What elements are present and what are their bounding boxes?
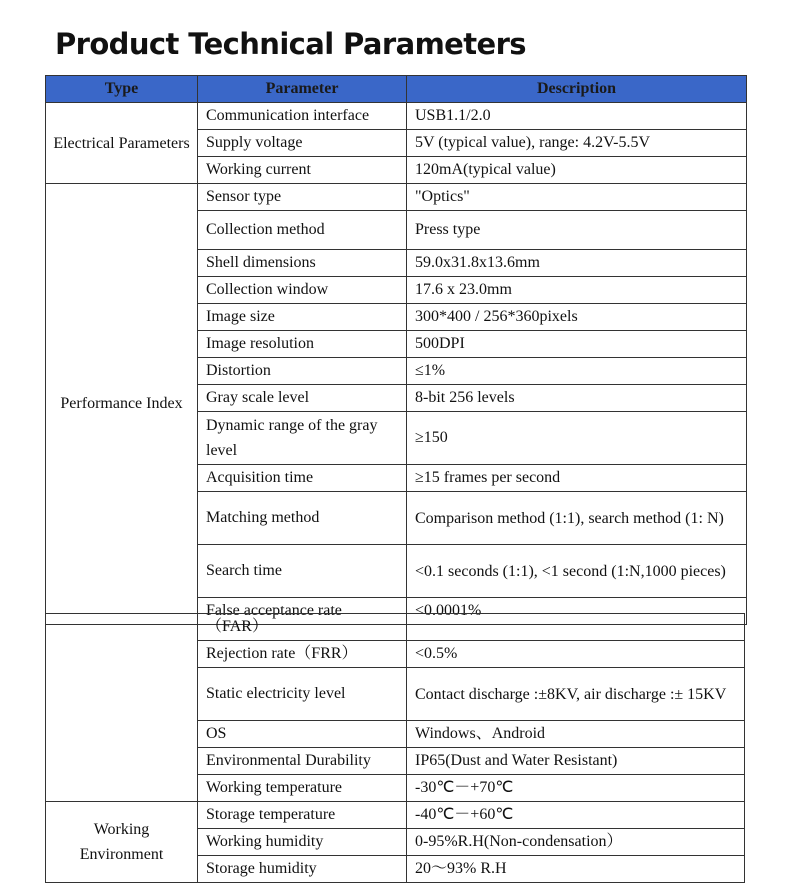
desc-cell: Windows、Android [407, 721, 745, 748]
param-cell: Search time [198, 545, 407, 598]
page-title: Product Technical Parameters [55, 27, 526, 61]
param-cell: Acquisition time [198, 465, 407, 492]
param-cell: False acceptance rate [198, 598, 407, 625]
table-row [46, 184, 747, 211]
table-row [46, 103, 747, 130]
param-cell: OS [198, 721, 407, 748]
parameters-table-continued [45, 613, 745, 883]
param-cell: Working temperature [198, 775, 407, 802]
param-cell: Shell dimensions [198, 250, 407, 277]
header-description: Description [407, 76, 747, 103]
desc-cell: Press type [407, 211, 747, 250]
desc-cell: 120mA(typical value) [407, 157, 747, 184]
param-cell: Working current [198, 157, 407, 184]
table-header-row [46, 76, 747, 103]
param-cell: Communication interface [198, 103, 407, 130]
table-row [46, 802, 745, 829]
desc-cell: 500DPI [407, 331, 747, 358]
desc-cell: 300*400 / 256*360pixels [407, 304, 747, 331]
param-cell: Supply voltage [198, 130, 407, 157]
desc-cell: IP65(Dust and Water Resistant) [407, 748, 745, 775]
param-cell: Environmental Durability [198, 748, 407, 775]
param-cell: Static electricity level [198, 668, 407, 721]
param-cell: Image size [198, 304, 407, 331]
desc-cell: 17.6 x 23.0mm [407, 277, 747, 304]
desc-cell: 8-bit 256 levels [407, 385, 747, 412]
desc-cell: Contact discharge :±8KV, air discharge :± 15KV [407, 668, 745, 721]
desc-cell: ≥150 [407, 412, 747, 465]
desc-cell: Comparison method (1:1), search method (1: N) [407, 492, 747, 545]
param-cell: Storage humidity [198, 856, 407, 883]
table-row [46, 614, 745, 641]
desc-cell: 5V (typical value), range: 4.2V-5.5V [407, 130, 747, 157]
desc-cell: "Optics" [407, 184, 747, 211]
header-parameter: Parameter [198, 76, 407, 103]
header-type: Type [46, 76, 198, 103]
param-cell: Dynamic range of the gray level [198, 412, 407, 465]
desc-cell: 20～93% R.H [407, 856, 745, 883]
desc-cell: -40℃－+60℃ [407, 802, 745, 829]
param-cell: Working humidity [198, 829, 407, 856]
param-cell: Rejection rate（FRR） [198, 641, 407, 668]
parameters-table [45, 75, 747, 625]
desc-cell: 59.0x31.8x13.6mm [407, 250, 747, 277]
group-performance-continued [46, 614, 198, 802]
desc-cell: -30℃－+70℃ [407, 775, 745, 802]
desc-cell: <0.5% [407, 641, 745, 668]
param-cell: Image resolution [198, 331, 407, 358]
desc-cell [407, 614, 745, 641]
desc-cell: ≥15 frames per second [407, 465, 747, 492]
param-cell: Storage temperature [198, 802, 407, 829]
desc-cell: <0.0001% [407, 598, 747, 625]
group-electrical: Electrical Parameters [46, 103, 198, 184]
param-cell: Collection method [198, 211, 407, 250]
param-cell: Collection window [198, 277, 407, 304]
group-performance: Performance Index [46, 184, 198, 625]
group-working: Working Environment [46, 802, 198, 883]
desc-cell: 0-95%R.H(Non-condensation） [407, 829, 745, 856]
param-cell: （FAR） [198, 614, 407, 641]
param-cell: Sensor type [198, 184, 407, 211]
desc-cell: ≤1% [407, 358, 747, 385]
param-cell: Distortion [198, 358, 407, 385]
desc-cell: USB1.1/2.0 [407, 103, 747, 130]
desc-cell: <0.1 seconds (1:1), <1 second (1:N,1000 pieces) [407, 545, 747, 598]
param-cell: Gray scale level [198, 385, 407, 412]
param-cell: Matching method [198, 492, 407, 545]
